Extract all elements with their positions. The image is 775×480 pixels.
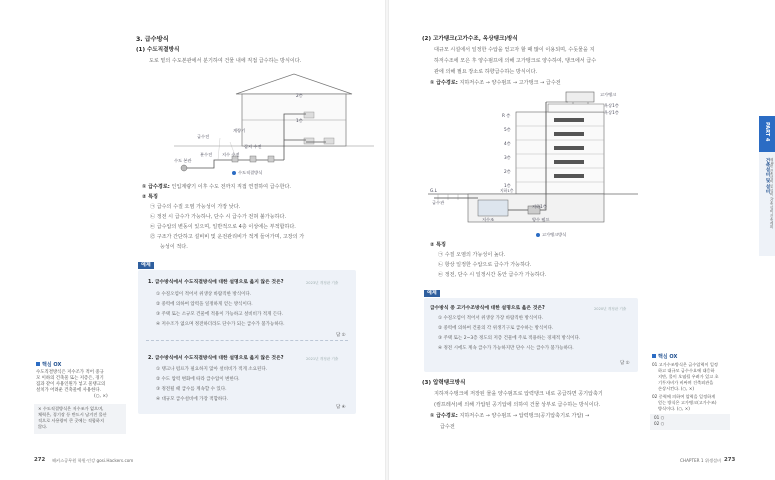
side-ox-line: 설치가 어려운 건축물에 사용한다. <box>36 388 101 393</box>
q2-option: ① 탱크나 펌프가 필요하지 않아 설비비가 적게 소요된다. <box>156 367 268 372</box>
q-option: ① 수질오염이 적어서 위생상 가장 바람직한 방식이다. <box>438 316 544 321</box>
feature-item: ㉠ 급수의 수질 오염 가능성이 가장 낮다. <box>150 204 241 210</box>
caption-text: 수도직결방식 <box>238 170 263 175</box>
side-ox-line: 손상시킨다. (○, ×) <box>658 386 694 391</box>
question-2-source: 2021년 개정판 기출 <box>306 357 339 361</box>
label-inflow: 급수관 <box>432 200 445 205</box>
label-main-pipe: 수도 본관 <box>174 158 192 163</box>
label-floor1: 1층 <box>296 118 303 123</box>
side-note-line: 않다. <box>38 424 48 429</box>
side-answer: 01 ○ <box>654 415 665 420</box>
page-number-right: 273 <box>724 457 736 463</box>
feature-item: ㉣ 구조가 간단하고 설비비 및 운전관리비가 적게 들어가며, 고장의 가 <box>150 234 305 240</box>
feature-item: 능성이 적다. <box>160 244 188 250</box>
label-basement1: 지하1층 <box>500 188 514 193</box>
label-gl: G.L <box>430 188 437 193</box>
q2-option: ④ 대규모 급수설비에 가장 적합하다. <box>156 397 229 402</box>
tab-subtitle: 제4편 건축설비 및 설비 /건축설비·건축계획 <box>770 158 774 229</box>
label-branch-valve: 분수전 <box>200 152 213 157</box>
section-title: 3. 급수방식 <box>136 36 169 43</box>
label-roof2: 옥상1층 <box>604 110 619 115</box>
question-divider <box>146 340 348 341</box>
label-basement-floor: 지하1층 <box>532 204 547 209</box>
q2-option: ② 수도 압력 변화에 따라 급수압이 변한다. <box>156 377 240 382</box>
page-number-left: 272 <box>34 457 46 463</box>
side-ox-heading <box>652 354 677 360</box>
left-page <box>0 0 387 480</box>
label-f3: 3층 <box>504 155 511 160</box>
side-ox-line: 모 이하의 건축물 또는 저층은, 경기 <box>36 376 104 381</box>
label-stop-valve: 지수 수전 <box>222 152 240 157</box>
label-elevated-tank: 고가탱크 <box>600 92 617 97</box>
diagram-caption-elevated <box>536 232 566 238</box>
label-floor2: 2층 <box>296 93 303 98</box>
pressure-path-cont: 급수전 <box>440 424 455 430</box>
question-1: 1. 급수방식에서 수도직결방식에 대한 설명으로 옳지 않은 것은? <box>148 280 284 285</box>
elevated-desc-line: 관에 의해 필요 장소로 하향급수하는 방식이다. <box>434 69 538 75</box>
side-ox-choice: (○, ×) <box>94 394 108 399</box>
side-head-text: 핵심 OX <box>658 354 678 360</box>
q-answer: 답 ② <box>620 361 630 366</box>
side-ox-line: 수도직결방식은 저수조가 적어 중규 <box>36 370 104 375</box>
side-note-line: 적으로 사용량이 큰 곳에는 적합하지 <box>38 418 105 423</box>
direct-connection-diagram <box>174 70 374 180</box>
q-option: ③ 주택 또는 2~3층 정도의 저층 건물에 주로 적용하는 경제적 방식이다. <box>438 336 581 341</box>
tab-part-label: PART 4 <box>764 122 770 142</box>
ox-square-icon <box>36 362 40 366</box>
label-water-tap: 급수전 <box>197 134 210 139</box>
q-option: ④ 정전 시에도 계속 급수가 가능하지만 단수 시는 급수가 불가능하다. <box>438 346 574 351</box>
label-underground-valve: 갑지 수전 <box>244 144 262 149</box>
side-ox-line: 방식이다. (○, ×) <box>658 406 690 411</box>
feature-item: ㉢ 급수압의 변동이 있으며, 일반적으로 4층 이상에는 부적합하다. <box>150 224 296 230</box>
feature-label: ② 특징 <box>430 242 446 248</box>
label-f1: 1층 <box>504 183 511 188</box>
question-source: 2020년 개정판 기출 <box>594 307 627 311</box>
q1-answer: 답 ② <box>336 333 346 338</box>
side-ox-line: 지만, 물이 오염될 우려가 있고 초 <box>658 374 719 379</box>
subsection-title-elevated: (2) 고가탱크(고가수조, 옥상탱크)방식 <box>422 36 518 42</box>
side-ox-line: 집과 같이 사용인원가 넣고 물탱크의 <box>36 382 106 387</box>
path-text: 지하저수조 → 양수펌프 → 압력탱크(공기압축기로 가압) → <box>459 413 590 419</box>
question-2: 2. 급수방식에서 수도직결방식에 대한 설명으로 옳지 않은 것은? <box>148 356 284 361</box>
side-note-line: × 수도직결방식은 저수조가 없으며, <box>38 406 104 411</box>
q1-option: ① 수질오염이 적어서 위생상 바람직한 방식이다. <box>156 292 252 297</box>
side-note-line: 체력은, 경기장 등 반드시 남겨진 물산 <box>38 412 107 417</box>
caption-bullet-icon <box>536 233 540 237</box>
example-tag: 예제 <box>138 262 154 269</box>
elevated-desc-line: 하저수조에 모은 후 양수펌프에 의해 고가탱크로 양수하여, 탱크에서 급수 <box>434 58 597 64</box>
q-option: ② 중력에 의하여 건물의 각 위생기구로 급수하는 방식이다. <box>438 326 554 331</box>
path-label: ① 급수경로: <box>142 184 170 190</box>
path-text: 인입계량기 이후 수도 전까지 직접 연결하여 급수한다. <box>171 184 292 190</box>
label-receiving-tank: 저수조 <box>482 217 495 222</box>
side-answer: 02 ○ <box>654 421 665 426</box>
pressure-desc-line: 지하저수탱크에 저장된 물을 양수펌프로 압력탱크 내로 공급하면 공기압축기 <box>434 391 603 397</box>
q2-answer: 답 ④ <box>336 405 346 410</box>
pressure-desc-line: (컴프레서)에 의해 가압된 공기압에 의하여 건물 상부로 급수하는 방식이다. <box>434 402 601 408</box>
side-ox-line: 기투자비가 비싸며 건축외관을 <box>658 380 714 385</box>
label-r-floor: R 층 <box>502 113 511 118</box>
elevated-path <box>430 80 561 87</box>
footer-left-text: 해커스공무원 학원·인강 gosi.Hackers.com <box>52 458 134 463</box>
ox-square-icon <box>652 354 656 358</box>
q2-option: ③ 정전될 때 급수를 계속할 수 있다. <box>156 387 227 392</box>
footer-right-text: CHAPTER 1 위생설비 <box>680 458 722 463</box>
side-ox-line: 하고 대규모 급수수요에 대응하 <box>658 368 715 373</box>
subsection-description: 도로 밑의 수도본관에서 분기하여 건물 내에 직접 급수하는 방식이다. <box>149 58 302 64</box>
side-ox-heading <box>36 362 61 368</box>
side-ox-line: 02 중력에 의하여 압력을 일정하게 <box>652 394 716 399</box>
feature-item: ㉠ 수질 오염의 가능성이 높다. <box>438 252 506 258</box>
feature-item: ㉢ 정전, 단수 시 일정시간 동안 급수가 가능하다. <box>438 272 547 278</box>
path-line <box>142 184 291 191</box>
side-ox-line: 얻는 방식은 고가탱크(고가수조) <box>658 400 717 405</box>
caption-bullet-icon <box>232 171 236 175</box>
path-label: ① 급수경로: <box>430 413 458 419</box>
question: 급수방식 중 고가수조방식에 대한 설명으로 옳은 것은? <box>430 306 545 311</box>
feature-label: ② 특징 <box>142 194 158 200</box>
label-meter: 계량기 <box>233 128 246 133</box>
q1-option: ④ 저수조가 없으며 정전하더라도 단수가 되는 급수가 불가능하다. <box>156 322 285 327</box>
q1-option: ② 중력에 의하여 압력을 일정하게 얻는 방식이다. <box>156 302 253 307</box>
question-1-source: 2023년 개정판 기출 <box>306 281 339 285</box>
subsection-title-pressure: (3) 압력탱크방식 <box>422 380 466 386</box>
feature-item: ㉡ 정전 시 급수가 가능하나, 단수 시 급수가 전혀 불가능하다. <box>150 214 287 220</box>
label-f4: 4층 <box>504 141 511 146</box>
path-label: ① 급수경로: <box>430 80 458 86</box>
label-f5: 5층 <box>504 127 511 132</box>
label-pump: 양수 펌프 <box>532 217 550 222</box>
side-head-text: 핵심 OX <box>42 362 62 368</box>
subsection-title-direct: (1) 수도직결방식 <box>136 47 180 53</box>
right-page <box>388 0 775 480</box>
path-text: 지하저수조 → 양수펌프 → 고가탱크 → 급수전 <box>459 80 561 86</box>
caption-text: 고가탱크방식 <box>542 232 567 237</box>
side-ox-line: 01 고가수조방식은 급수압력이 일정 <box>652 362 718 367</box>
tab-title: 건축설비 및 설비 <box>765 158 770 194</box>
feature-item: ㉡ 항상 일정한 수압으로 급수가 가능하다. <box>438 262 532 268</box>
label-roof-floor: 옥상1층 <box>604 103 619 108</box>
label-f2: 2층 <box>504 169 511 174</box>
q1-option: ③ 주택 또는 소규모 건물에 적용이 가능하고 설비비가 적게 든다. <box>156 312 284 317</box>
example-tag: 예제 <box>424 290 440 297</box>
pressure-path <box>430 413 589 420</box>
diagram-caption-direct <box>232 170 262 176</box>
elevated-desc-line: 대규모 시설에서 일정한 수압을 얻고자 할 때 많이 이용되며, 수돗물을 지 <box>434 47 595 53</box>
